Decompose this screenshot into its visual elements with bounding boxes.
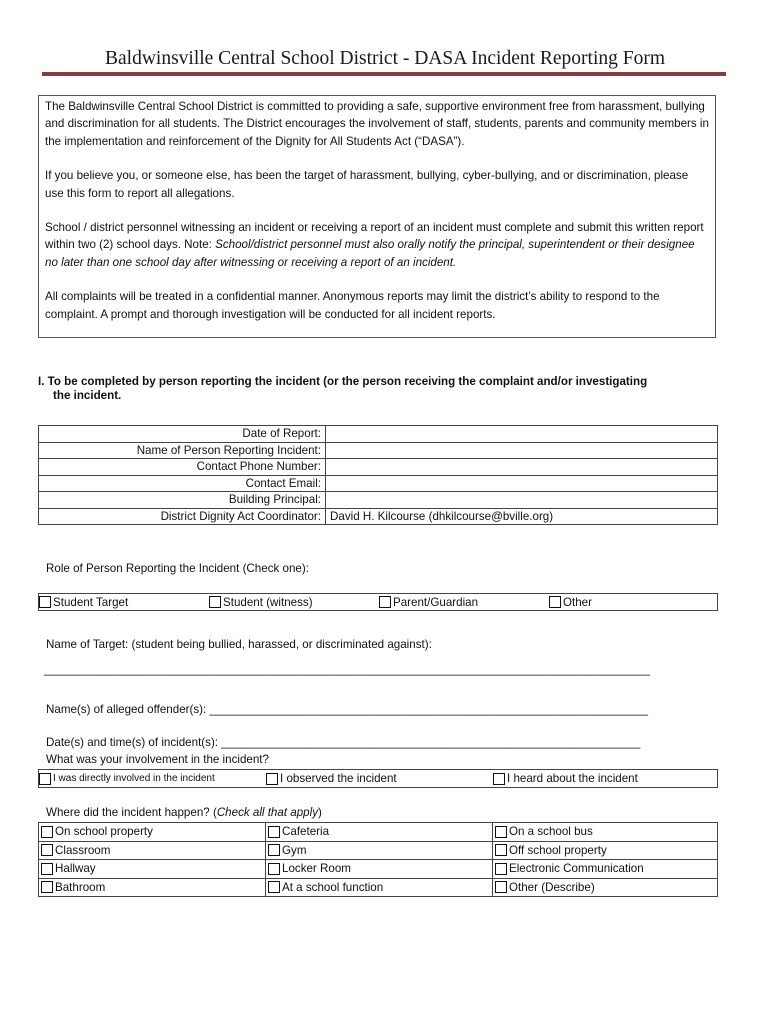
involvement-options-row bbox=[38, 769, 718, 788]
role-option-label: Student (witness) bbox=[223, 595, 313, 609]
checkbox-icon[interactable] bbox=[209, 596, 221, 608]
incident-datetime-line[interactable]: Date(s) and time(s) of incident(s): _________________________________________________________________ bbox=[46, 736, 641, 749]
checkbox-icon[interactable] bbox=[493, 773, 505, 785]
location-option[interactable] bbox=[493, 860, 718, 879]
table-row bbox=[39, 823, 718, 842]
dignity-coordinator-value: David H. Kilcourse (dhkilcourse@bville.org) bbox=[326, 508, 718, 525]
checkbox-icon[interactable] bbox=[379, 596, 391, 608]
date-of-report-field[interactable] bbox=[326, 426, 718, 443]
intro-paragraph-3-note: School/district personnel must also orally notify the principal, superintendent or their designee no later than one school day after witnessing or receiving a report of an incident. bbox=[45, 238, 695, 269]
location-options-table bbox=[38, 822, 718, 897]
checkbox-icon[interactable] bbox=[268, 881, 280, 893]
role-option-student-witness[interactable] bbox=[209, 594, 379, 610]
checkbox-icon[interactable] bbox=[39, 596, 51, 608]
role-option-student-target[interactable] bbox=[39, 594, 209, 610]
location-option-label: At a school function bbox=[282, 880, 384, 894]
involvement-prompt: What was your involvement in the incident? bbox=[46, 753, 269, 766]
location-prompt-text: Where did the incident happen? ( bbox=[46, 806, 217, 819]
checkbox-icon[interactable] bbox=[39, 773, 51, 785]
checkbox-icon[interactable] bbox=[266, 773, 278, 785]
location-option[interactable] bbox=[39, 841, 266, 860]
checkbox-icon[interactable] bbox=[268, 863, 280, 875]
building-principal-label: Building Principal: bbox=[39, 492, 326, 509]
checkbox-icon[interactable] bbox=[41, 826, 53, 838]
reporter-info-table bbox=[38, 425, 718, 525]
involvement-option-label: I observed the incident bbox=[280, 772, 397, 785]
location-option-label: Electronic Communication bbox=[509, 862, 644, 876]
location-option[interactable] bbox=[266, 878, 493, 897]
intro-paragraph-3-text: School / district personnel witnessing an incident or receiving a report of an incident must complete and submit this written report within two (2) school days. Note: bbox=[45, 221, 704, 252]
role-options-row bbox=[38, 593, 718, 611]
table-row bbox=[39, 426, 718, 443]
checkbox-icon[interactable] bbox=[495, 844, 507, 856]
table-row bbox=[39, 492, 718, 509]
location-option-label: Other (Describe) bbox=[509, 880, 595, 894]
location-option-label: On a school bus bbox=[509, 825, 593, 839]
reporter-name-label: Name of Person Reporting Incident: bbox=[39, 442, 326, 459]
location-option-label: Cafeteria bbox=[282, 825, 330, 839]
role-option-label: Student Target bbox=[53, 595, 129, 609]
section-1-heading-line-2: the incident. bbox=[53, 389, 122, 402]
checkbox-icon[interactable] bbox=[495, 863, 507, 875]
table-row bbox=[39, 860, 718, 879]
involvement-option-label: I was directly involved in the incident bbox=[53, 773, 215, 784]
location-option[interactable] bbox=[493, 841, 718, 860]
location-option-label: Off school property bbox=[509, 843, 607, 857]
location-option[interactable] bbox=[39, 860, 266, 879]
checkbox-icon[interactable] bbox=[495, 826, 507, 838]
intro-box bbox=[38, 95, 716, 338]
checkbox-icon[interactable] bbox=[41, 844, 53, 856]
role-option-other[interactable] bbox=[549, 594, 717, 610]
table-row bbox=[39, 841, 718, 860]
location-option[interactable] bbox=[266, 841, 493, 860]
intro-paragraph-3 bbox=[45, 219, 709, 271]
intro-paragraph-1: The Baldwinsville Central School District is committed to providing a safe, supportive environment free from harassment, bullying and discrimination for all students. The District encourages the involvement of staff, students, parents and community members in the implementation and reinforcement of the Dignity for All Students Act (“DASA”). bbox=[45, 100, 709, 148]
location-option-label: On school property bbox=[55, 825, 153, 839]
location-option-label: Gym bbox=[282, 843, 307, 857]
location-prompt-close: ) bbox=[318, 806, 322, 819]
reporter-name-field[interactable] bbox=[326, 442, 718, 459]
table-row bbox=[39, 508, 718, 525]
dignity-coordinator-label: District Dignity Act Coordinator: bbox=[39, 508, 326, 525]
intro-paragraph-2: If you believe you, or someone else, has been the target of harassment, bullying, cyber-bullying, and or discrimination, please use this form to report all allegations. bbox=[45, 169, 689, 200]
location-prompt-hint: Check all that apply bbox=[216, 806, 318, 819]
checkbox-icon[interactable] bbox=[495, 881, 507, 893]
table-row bbox=[39, 442, 718, 459]
table-row bbox=[39, 475, 718, 492]
involvement-option-direct[interactable] bbox=[39, 770, 266, 787]
offenders-line[interactable]: Name(s) of alleged offender(s): ____________________________________________________________________ bbox=[46, 703, 648, 716]
location-option-label: Bathroom bbox=[55, 880, 106, 894]
target-name-line[interactable]: ______________________________________________________________________________________________ bbox=[44, 663, 651, 676]
date-of-report-label: Date of Report: bbox=[39, 426, 326, 443]
location-option-label: Hallway bbox=[55, 862, 96, 876]
checkbox-icon[interactable] bbox=[268, 826, 280, 838]
location-option[interactable] bbox=[266, 823, 493, 842]
title-divider bbox=[42, 72, 726, 76]
intro-paragraph-4: All complaints will be treated in a confidential manner. Anonymous reports may limit the district’s ability to respond to the complaint. A prompt and thorough investigation will be conducted for all incident reports. bbox=[45, 290, 660, 321]
checkbox-icon[interactable] bbox=[41, 881, 53, 893]
section-1-heading-line-1: I. To be completed by person reporting the incident (or the person receiving the complaint and/or investigating bbox=[38, 375, 648, 388]
role-option-parent-guardian[interactable] bbox=[379, 594, 549, 610]
location-option[interactable] bbox=[493, 823, 718, 842]
form-title: Baldwinsville Central School District - DASA Incident Reporting Form bbox=[104, 48, 666, 69]
checkbox-icon[interactable] bbox=[41, 863, 53, 875]
involvement-option-observed[interactable] bbox=[266, 770, 493, 787]
location-option[interactable] bbox=[39, 878, 266, 897]
contact-email-field[interactable] bbox=[326, 475, 718, 492]
section-1-heading bbox=[38, 375, 718, 403]
contact-phone-field[interactable] bbox=[326, 459, 718, 476]
role-option-label: Other bbox=[563, 595, 592, 609]
role-option-label: Parent/Guardian bbox=[393, 595, 479, 609]
building-principal-field[interactable] bbox=[326, 492, 718, 509]
location-option-label: Locker Room bbox=[282, 862, 351, 876]
location-option[interactable] bbox=[493, 878, 718, 897]
location-option[interactable] bbox=[39, 823, 266, 842]
involvement-option-label: I heard about the incident bbox=[507, 772, 638, 785]
location-option[interactable] bbox=[266, 860, 493, 879]
location-option-label: Classroom bbox=[55, 843, 111, 857]
role-prompt: Role of Person Reporting the Incident (Check one): bbox=[46, 562, 309, 575]
checkbox-icon[interactable] bbox=[549, 596, 561, 608]
table-row bbox=[39, 878, 718, 897]
checkbox-icon[interactable] bbox=[268, 844, 280, 856]
involvement-option-heard[interactable] bbox=[493, 770, 717, 787]
contact-email-label: Contact Email: bbox=[39, 475, 326, 492]
contact-phone-label: Contact Phone Number: bbox=[39, 459, 326, 476]
table-row bbox=[39, 459, 718, 476]
target-prompt: Name of Target: (student being bullied, harassed, or discriminated against): bbox=[46, 638, 432, 651]
location-prompt bbox=[46, 806, 322, 819]
